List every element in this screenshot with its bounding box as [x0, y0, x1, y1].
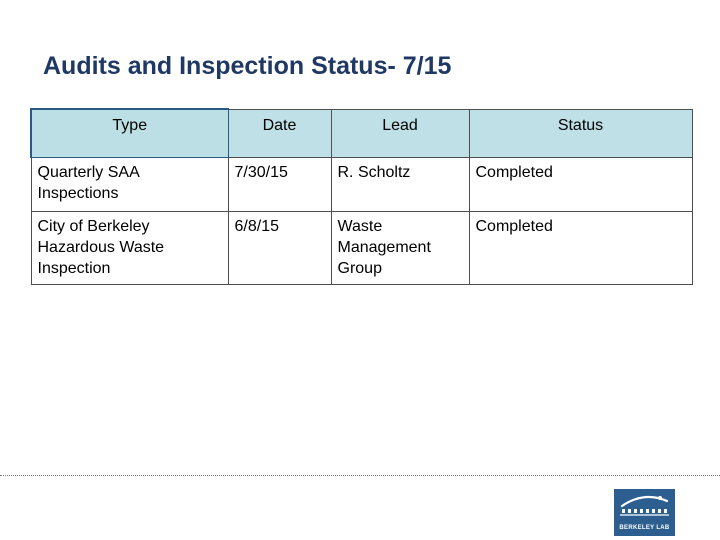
slide-title: Audits and Inspection Status- 7/15	[43, 52, 452, 80]
cell-status: Completed	[469, 157, 692, 211]
header-lead: Lead	[331, 109, 469, 157]
berkeley-lab-building-icon	[614, 489, 675, 523]
cell-date: 7/30/15	[228, 157, 331, 211]
header-type: Type	[31, 109, 228, 157]
berkeley-lab-logo	[614, 489, 675, 536]
header-date: Date	[228, 109, 331, 157]
cell-lead: R. Scholtz	[331, 157, 469, 211]
cell-date: 6/8/15	[228, 211, 331, 284]
header-status: Status	[469, 109, 692, 157]
cell-status: Completed	[469, 211, 692, 284]
cell-type: Quarterly SAA Inspections	[31, 157, 228, 211]
table-header-row	[31, 109, 692, 157]
logo-text: BERKELEY LAB	[619, 525, 670, 531]
table-row	[31, 211, 692, 284]
audit-status-table	[30, 108, 693, 285]
footer-divider	[0, 475, 720, 476]
cell-type: City of Berkeley Hazardous Waste Inspection	[31, 211, 228, 284]
table-row	[31, 157, 692, 211]
cell-lead: Waste Management Group	[331, 211, 469, 284]
